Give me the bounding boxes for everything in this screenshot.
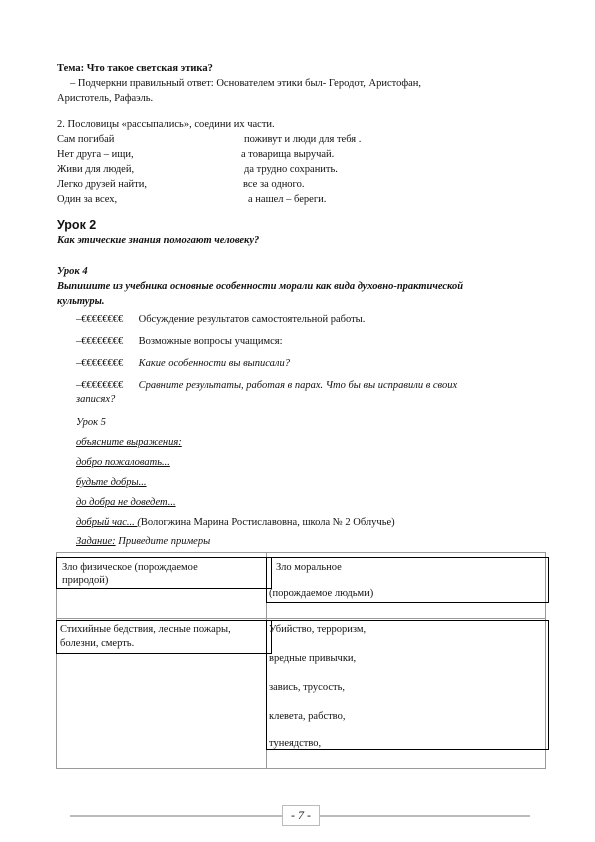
lesson4-label: Урок 4: [57, 266, 88, 277]
col1-body-line1: Стихийные бедствия, лесные пожары,: [60, 624, 231, 635]
col1-header-line1: Зло физическое (порождаемое: [62, 562, 198, 573]
lesson4-item-4-line2: записях?: [76, 394, 116, 405]
task1-line2: Аристотель, Рафаэль.: [57, 93, 154, 104]
proverb-left-1: Сам погибай: [57, 134, 115, 145]
item-text: Обсуждение результатов самостоятельной работы.: [138, 314, 366, 325]
topic-title: Тема: Что такое светская этика?: [57, 63, 213, 74]
proverb-right-1: поживут и люди для тебя .: [244, 134, 362, 145]
lesson2-question: Как этические знания помогают человеку?: [57, 235, 260, 246]
table-bottom-border: [56, 768, 546, 769]
dash-glyphs: –€€€€€€€€: [76, 380, 124, 391]
expression-4-line: [76, 516, 395, 529]
proverb-left-3: Живи для людей,: [57, 164, 135, 175]
author-credit: Вологжина Марина Ростиславовна, школа № 2 Облучье): [140, 517, 395, 528]
item-text: Возможные вопросы учащимся:: [138, 336, 283, 347]
proverb-right-3: да трудно сохранить.: [244, 164, 338, 175]
item-text: Сравните результаты, работая в парах. Что бы вы исправили в своих: [138, 380, 458, 391]
expression-2: будьте добры...: [76, 477, 147, 488]
page-number: - 7 -: [282, 805, 320, 826]
lesson4-task-line1: Выпишите из учебника основные особенности морали как вида духовно-практической: [57, 281, 464, 292]
lesson2-heading: Урок 2: [57, 218, 97, 232]
expression-4: добрый час... (: [76, 517, 141, 528]
lesson4-item-1: [76, 313, 365, 326]
proverb-right-5: а нашел – береги.: [248, 194, 327, 205]
dash-glyphs: –€€€€€€€€: [76, 314, 124, 325]
proverbs-intro: 2. Пословицы «рассыпались», соедини их части.: [57, 119, 275, 130]
lesson5-label: Урок 5: [76, 417, 106, 428]
proverb-left-5: Один за всех,: [57, 194, 118, 205]
proverb-left-4: Легко друзей найти,: [57, 179, 147, 190]
lesson4-task-line2: культуры.: [57, 296, 105, 307]
dash-glyphs: –€€€€€€€€: [76, 358, 124, 369]
lesson5-task: [76, 535, 210, 548]
col2-body-line3: завись, трусость,: [269, 682, 345, 693]
lesson4-item-2: [76, 335, 283, 348]
col1-body-line2: болезни, смерть.: [60, 638, 135, 649]
dash-glyphs: –€€€€€€€€: [76, 336, 124, 347]
col2-body-line5: тунеядство,: [269, 738, 322, 749]
lesson4-item-3: [76, 357, 290, 370]
task-label: Задание:: [76, 536, 116, 547]
col2-body-line4: клевета, рабство,: [269, 711, 346, 722]
expression-3: до добра не доведет...: [76, 497, 176, 508]
table-top-border: [56, 552, 546, 553]
proverb-right-4: все за одного.: [243, 179, 305, 190]
lesson4-item-4: [76, 379, 457, 392]
task1-line1: – Подчеркни правильный ответ: Основателем этики был- Геродот, Аристофан,: [70, 78, 422, 89]
col2-header-line2: (порождаемое людьми): [269, 588, 374, 599]
table-row-divider: [56, 618, 546, 619]
task-text: Приведите примеры: [115, 536, 211, 547]
col2-body-line2: вредные привычки,: [269, 653, 357, 664]
item-text: Какие особенности вы выписали?: [138, 358, 290, 369]
col2-body-line1: Убийство, терроризм,: [269, 624, 367, 635]
expression-1: добро пожаловать...: [76, 457, 170, 468]
lesson5-explain: объясните выражения:: [76, 437, 182, 448]
proverb-left-2: Нет друга – ищи,: [57, 149, 134, 160]
col1-header-line2: природой): [62, 575, 109, 586]
col2-header-line1: Зло моральное: [276, 562, 342, 573]
proverb-right-2: а товарища выручай.: [241, 149, 335, 160]
